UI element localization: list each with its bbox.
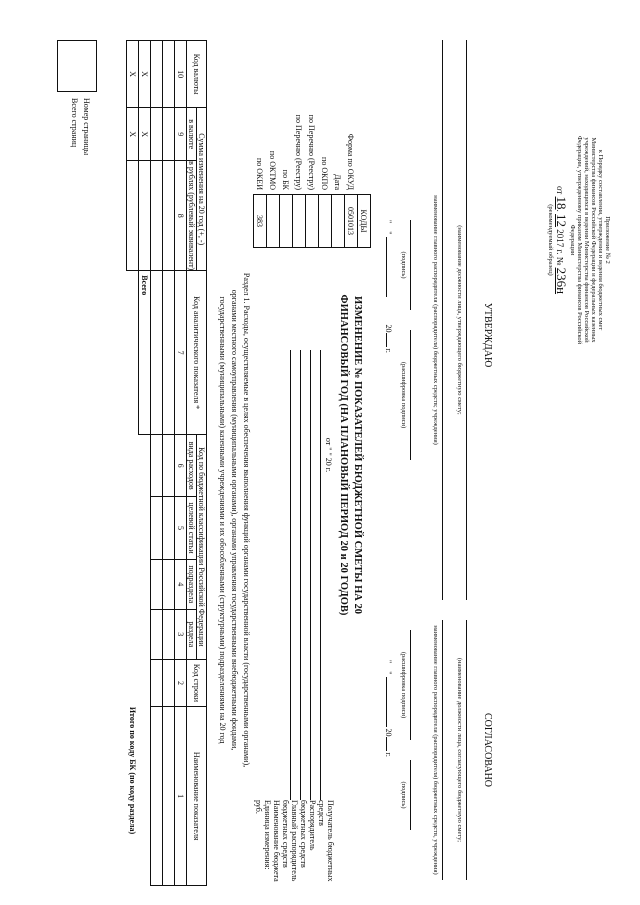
col-target: целевой статьи	[187, 497, 197, 559]
page-total-label: Всего страниц	[70, 98, 79, 148]
col-code-line: Код строки	[187, 659, 207, 707]
codes-value	[306, 195, 319, 248]
field-label: Главный распорядитель бюджетных средств	[281, 800, 299, 882]
table-row-bk-total	[127, 41, 139, 886]
approve-org-hint: наименование главного распорядителя (распорядителя) бюджетных средств; учреждения)	[432, 195, 439, 445]
agree-org-line	[442, 620, 443, 880]
appendix-line: учреждений, находящихся в ведении Министерства финансов Российской	[583, 137, 590, 343]
approve-sign-line	[410, 220, 411, 310]
codes-value: 383	[254, 195, 267, 248]
col-number: 5	[175, 497, 187, 559]
x-mark: X	[127, 108, 139, 161]
heading-line2: ФИНАНСОВЫЙ ГОД (НА ПЛАНОВЫЙ ПЕРИОД 20 и 20 ГОДОВ)	[338, 294, 349, 616]
approve-date: " " 20 г.	[384, 220, 393, 353]
appendix-line: Федерации	[569, 224, 576, 256]
approve-title: УТВЕРЖДАЮ	[482, 302, 493, 368]
table-row-total	[139, 41, 151, 886]
agree-position-line	[466, 620, 467, 880]
col-number: 8	[175, 161, 187, 271]
col-rub: в рублях (рублевый эквивалент)	[187, 161, 196, 271]
col-number: 10	[175, 41, 187, 108]
codes-value: 0501013	[345, 195, 358, 248]
order-year: 2017 г.	[555, 229, 565, 255]
col-number: 6	[175, 435, 187, 497]
col-expense: вида расходов	[187, 435, 197, 497]
field-line	[320, 350, 321, 800]
order-month: 12	[554, 214, 569, 228]
codes-label: по БК	[281, 169, 291, 190]
codes-value	[319, 195, 332, 248]
field-label: Единица измерения: руб.	[254, 800, 272, 870]
codes-label: Дата	[333, 174, 343, 190]
codes-label: по ОКТМО	[268, 150, 278, 190]
agree-date: " " 20 г.	[384, 660, 393, 757]
col-section: раздела	[187, 609, 197, 659]
col-subsection: подраздела	[187, 559, 197, 609]
table-row	[163, 41, 175, 886]
agree-org-hint: наименование главного распорядителя (распорядителя) бюджетных средств, учреждения)	[432, 625, 439, 875]
agree-decode-line	[410, 630, 411, 740]
fields-block	[254, 800, 335, 885]
appendix-title: Приложение № 2	[604, 216, 611, 264]
approve-position-hint: (наименование должности лица, утверждающего бюджетную смету;	[456, 225, 463, 415]
agree-decode-hint: (расшифровка подписи)	[400, 651, 407, 719]
col-number: 4	[175, 559, 187, 609]
appendix-line: Министерства финансов Российской Федерации и федеральных казенных	[590, 137, 597, 343]
codes-value	[280, 195, 293, 248]
field-label: Получатель бюджетных средств	[317, 800, 335, 882]
heading-line1: ИЗМЕНЕНИЕ № ПОКАЗАТЕЛЕЙ БЮДЖЕТНОЙ СМЕТЫ НА 20	[352, 296, 363, 614]
col-number: 3	[175, 609, 187, 659]
col-currency: в валюте	[187, 108, 197, 161]
field-line	[300, 350, 301, 800]
codes-value	[293, 195, 306, 248]
field-label: Наименование бюджета	[272, 800, 281, 882]
agree-position-hint: (наименование должности лица, согласующего бюджетную смету;	[456, 657, 463, 843]
codes-label: по ОКЕИ	[255, 157, 265, 190]
bk-total-label: Итого по коду БК (по коду раздела)	[128, 706, 137, 835]
table-row-numbers	[175, 41, 187, 886]
section-line2: органами местного самоуправления (муниципальными органами), органами управления государственными внебюджетными фондами,	[230, 289, 239, 751]
x-mark: X	[139, 108, 151, 161]
col-sum: Сумма изменения на 20 год (+, -)	[197, 108, 207, 271]
col-number: 2	[175, 659, 187, 707]
approve-decode-line	[410, 330, 411, 460]
col-number: 1	[175, 707, 187, 886]
agree-sign-hint: (подпись)	[400, 781, 407, 809]
table-row	[151, 41, 163, 886]
rotated-document	[15, 20, 625, 890]
field-label: Распорядитель бюджетных средств	[299, 800, 317, 868]
codes-label: по ОКПО	[320, 157, 330, 190]
order-day: 18	[554, 196, 569, 210]
codes-label: по Перечню (Реестру)	[294, 114, 304, 190]
approve-decode-hint: (расшифровка подписи)	[400, 361, 407, 429]
heading-date: от " " 20 г.	[324, 437, 333, 473]
col-number: 7	[175, 271, 187, 435]
col-number: 9	[175, 108, 187, 161]
agree-title: СОГЛАСОВАНО	[482, 712, 493, 788]
approve-org-line	[442, 40, 443, 600]
total-label: Всего	[139, 271, 151, 435]
codes-header: КОДЫ	[358, 195, 371, 248]
col-analytic: Код аналитического показателя *	[187, 271, 207, 435]
codes-table	[253, 80, 371, 248]
x-mark: X	[127, 41, 139, 108]
order-number: 236н	[554, 267, 569, 295]
codes-label: Форма по ОКУД	[346, 133, 356, 190]
appendix-line: к Порядку составления, утверждения и ведения бюджетных смет	[597, 149, 604, 331]
col-bk: Код по бюджетной классификации Российской Федерации	[197, 435, 207, 660]
section-line1: Раздел 1. Расходы, осуществляемые в целях обеспечения выполнения функций органами государственной власти (государственными органами),	[242, 272, 251, 768]
field-line	[290, 350, 291, 800]
col-currency-code: Код валюты	[187, 41, 207, 108]
field-line	[310, 350, 311, 800]
agree-sign-line	[410, 760, 411, 830]
approve-position-line	[466, 40, 467, 600]
codes-value	[267, 195, 280, 248]
approve-sign-hint: (подпись)	[400, 251, 407, 279]
appendix-order: от 18. 12 2017 г. № 236н	[554, 185, 569, 295]
codes-label: по Перечню (Реестру)	[307, 114, 317, 190]
col-name: Наименование показателя	[187, 707, 207, 886]
codes-value	[332, 195, 345, 248]
appendix-block	[547, 60, 611, 420]
expenses-table	[126, 40, 207, 886]
appendix-line: Федерации, утвержденному приказом Министерства финансов Российской	[576, 135, 583, 345]
appendix-sample: (рекомендуемый образец)	[547, 204, 554, 276]
page-number-label: Номер страницы	[82, 98, 91, 156]
page-number-box	[57, 40, 97, 92]
x-mark: X	[139, 41, 151, 108]
section-line3: государственными (муниципальными) казенными учреждениями и их обособленными (структурными) подразделениями на 20 год	[218, 296, 227, 744]
